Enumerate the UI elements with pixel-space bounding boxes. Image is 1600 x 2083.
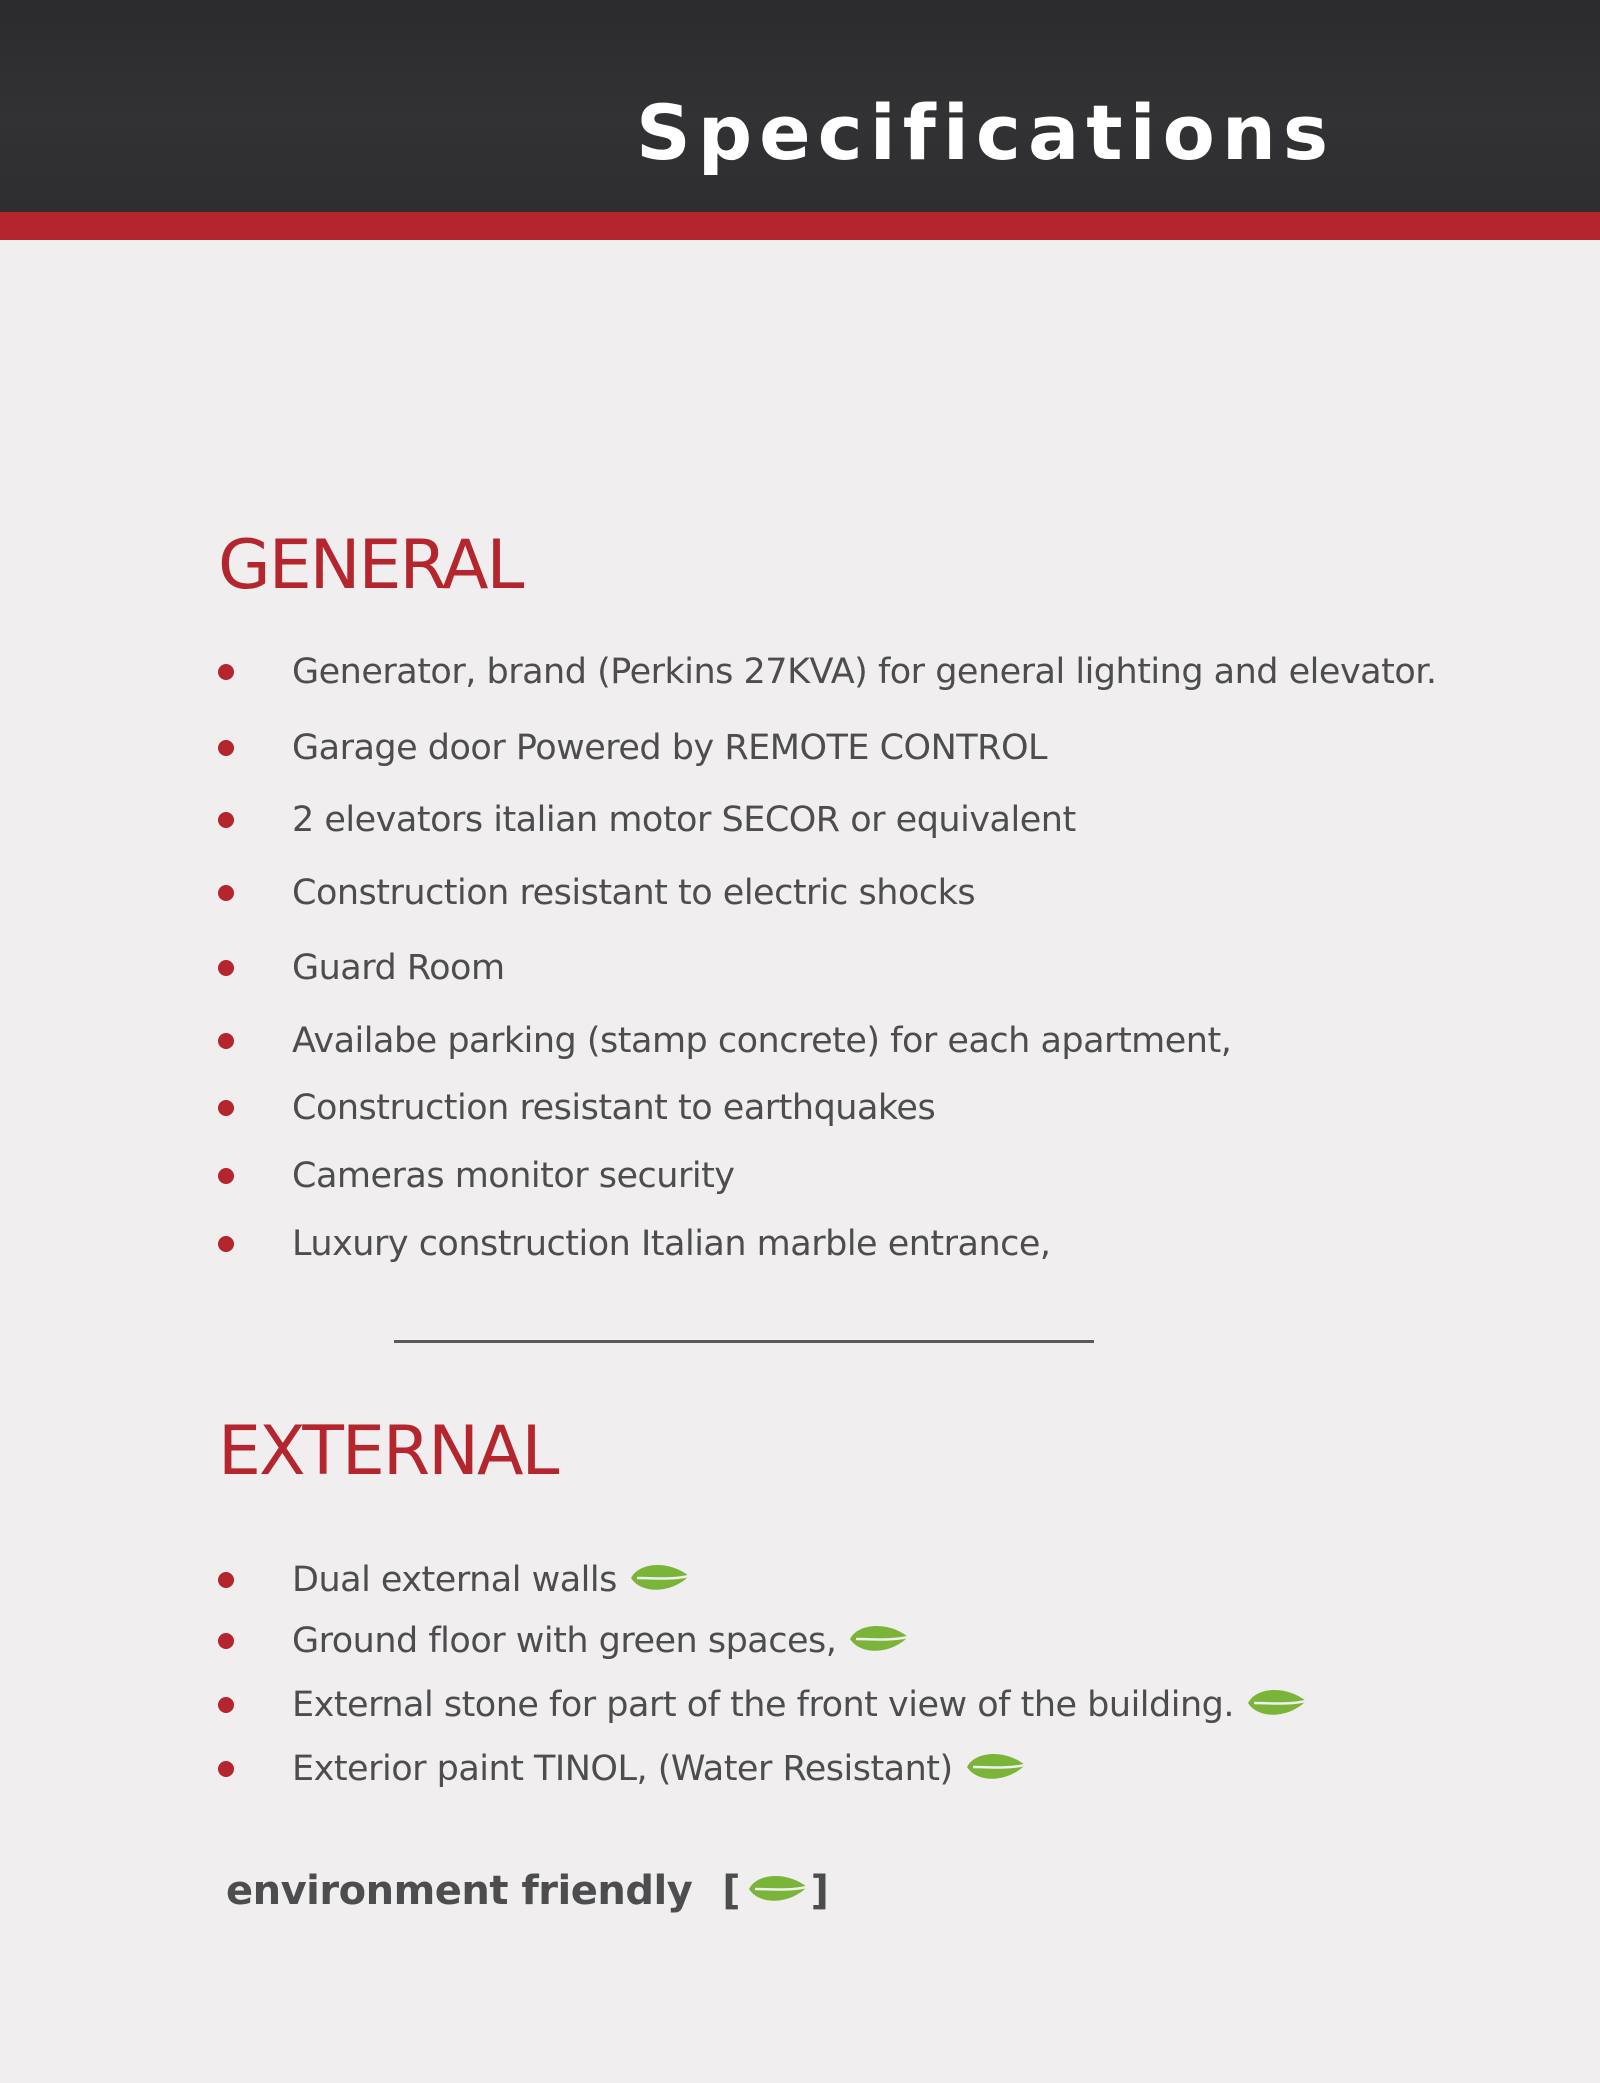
bullet-icon — [218, 1100, 234, 1116]
bullet-icon — [218, 1033, 234, 1049]
list-item-text: Exterior paint TINOL, (Water Resistant) — [292, 1749, 953, 1789]
bullet-icon — [218, 1633, 234, 1649]
list-item — [218, 1685, 1308, 1725]
bullet-icon — [218, 740, 234, 756]
list-item-text: Luxury construction Italian marble entrance, — [292, 1224, 1051, 1264]
section-divider — [394, 1340, 1094, 1343]
bullet-icon — [218, 1236, 234, 1252]
list-item — [218, 1156, 735, 1196]
bullet-icon — [218, 664, 234, 680]
bullet-icon — [218, 812, 234, 828]
bullet-icon — [218, 885, 234, 901]
list-item — [218, 873, 975, 913]
list-item-text: Generator, brand (Perkins 27KVA) for general lighting and elevator. — [292, 652, 1437, 692]
list-item-text: Garage door Powered by REMOTE CONTROL — [292, 728, 1048, 768]
leaf-icon — [629, 1560, 691, 1600]
bullet-icon — [218, 1697, 234, 1713]
list-item — [218, 1749, 1027, 1789]
header-accent-stripe — [0, 212, 1600, 240]
list-item — [218, 652, 1437, 692]
list-item — [218, 948, 505, 988]
legend-label: environment friendly — [226, 1868, 693, 1914]
bullet-icon — [218, 1572, 234, 1588]
list-item — [218, 1088, 935, 1128]
bullet-icon — [218, 1168, 234, 1184]
legend-open-bracket: [ — [722, 1868, 741, 1914]
list-item-text: Ground floor with green spaces, — [292, 1621, 837, 1661]
page-title: Specifications — [636, 88, 1336, 177]
legend-close-bracket: ] — [810, 1868, 829, 1914]
list-item — [218, 1021, 1231, 1061]
bullet-icon — [218, 960, 234, 976]
external-heading: EXTERNAL — [218, 1412, 558, 1491]
list-item-text: External stone for part of the front view of the building. — [292, 1685, 1234, 1725]
list-item — [218, 1224, 1051, 1264]
bullet-icon — [218, 1761, 234, 1777]
list-item-text: Construction resistant to earthquakes — [292, 1088, 936, 1128]
list-item-text: Construction resistant to electric shocks — [292, 873, 976, 913]
general-heading: GENERAL — [218, 526, 523, 605]
leaf-icon — [848, 1621, 910, 1661]
list-item — [218, 800, 1076, 840]
list-item-text: Guard Room — [292, 948, 505, 988]
list-item-text: Availabe parking (stamp concrete) for each apartment, — [292, 1021, 1232, 1061]
environment-friendly-legend — [226, 1868, 829, 1914]
leaf-icon — [747, 1871, 809, 1911]
list-item-text: 2 elevators italian motor SECOR or equivalent — [292, 800, 1076, 840]
list-item-text: Dual external walls — [292, 1560, 617, 1600]
list-item — [218, 1560, 691, 1600]
list-item — [218, 728, 1047, 768]
list-item — [218, 1621, 910, 1661]
leaf-icon — [965, 1749, 1027, 1789]
leaf-icon — [1246, 1685, 1308, 1725]
list-item-text: Cameras monitor security — [292, 1156, 735, 1196]
